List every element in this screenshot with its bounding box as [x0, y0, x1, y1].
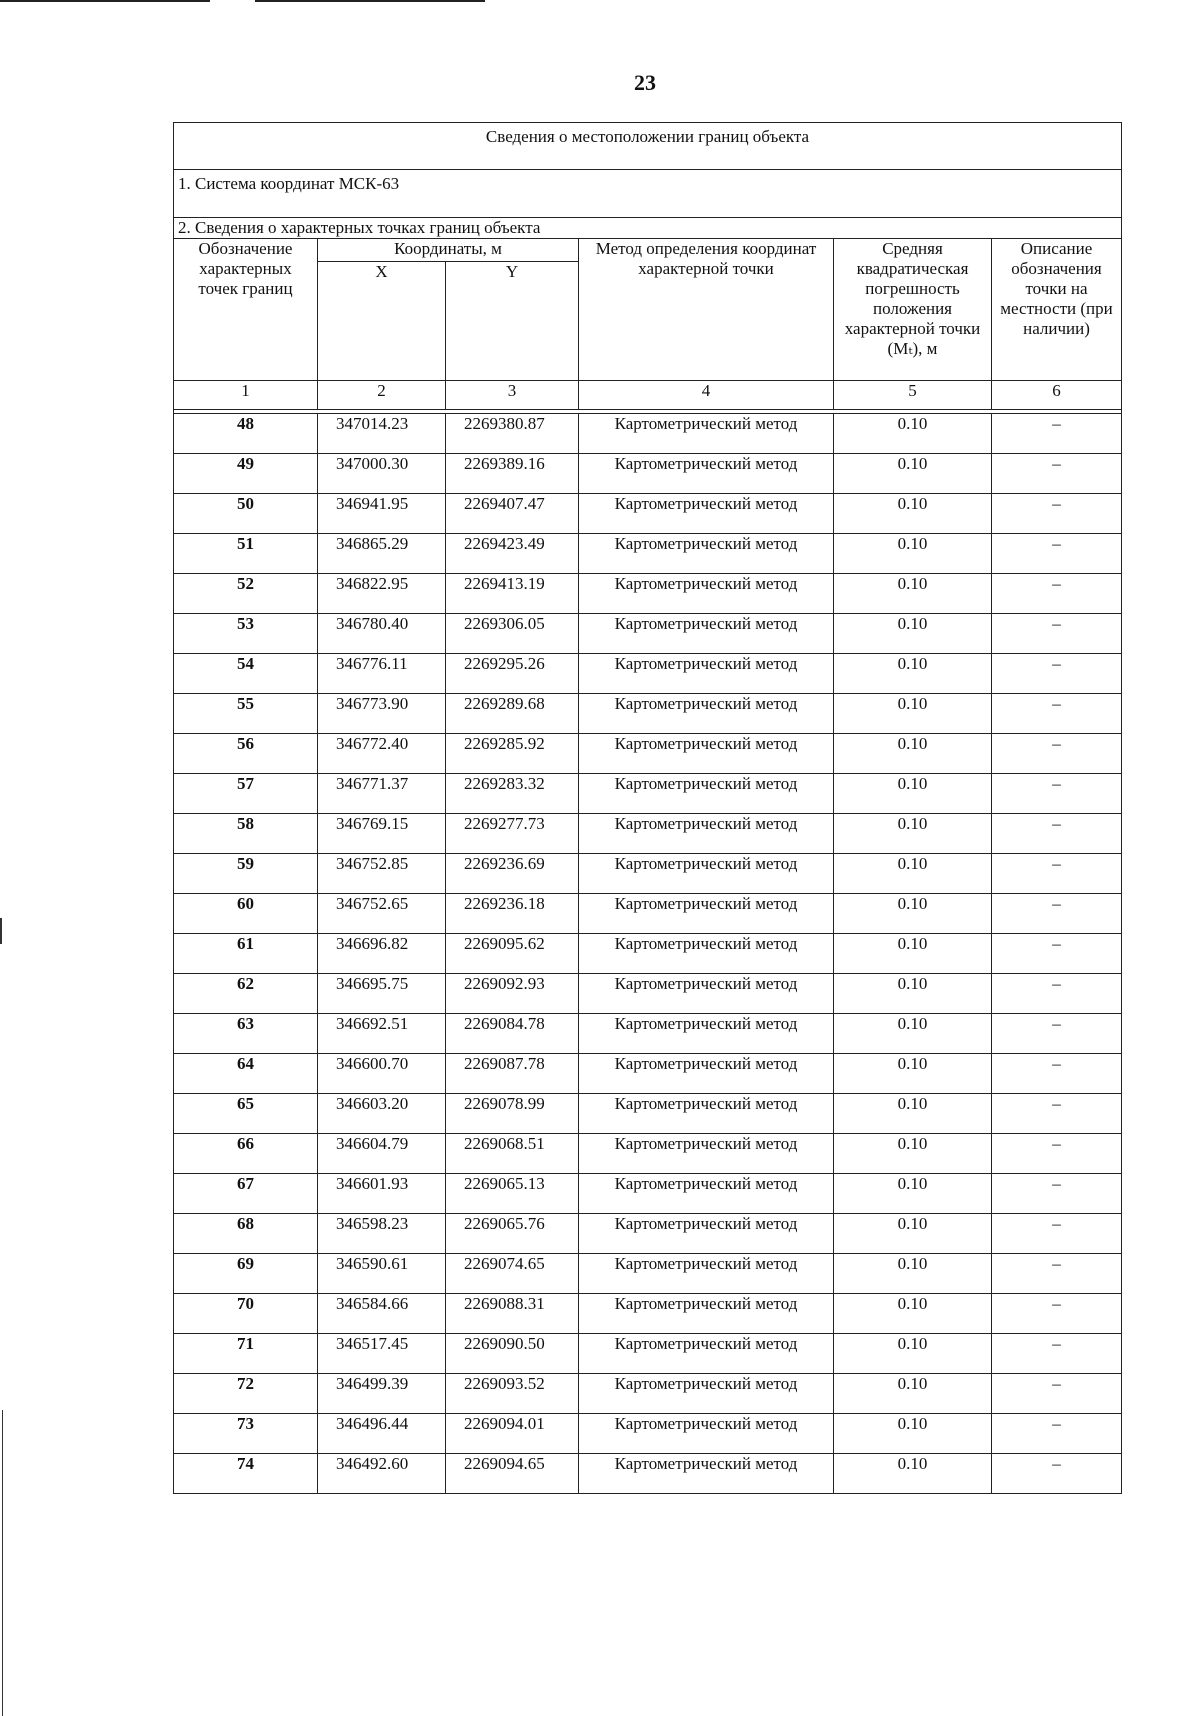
description-cell: –	[992, 734, 1122, 774]
description-cell: –	[992, 1094, 1122, 1134]
y-coordinate-cell: 2269277.73	[446, 814, 579, 854]
method-cell: Картометрический метод	[579, 1254, 834, 1294]
point-number-cell: 62	[174, 974, 318, 1014]
method-cell: Картометрический метод	[579, 734, 834, 774]
method-cell: Картометрический метод	[579, 1294, 834, 1334]
y-coordinate-cell: 2269306.05	[446, 614, 579, 654]
x-coordinate-cell: 346773.90	[318, 694, 446, 734]
description-cell: –	[992, 1054, 1122, 1094]
column-number: 4	[579, 381, 834, 410]
y-coordinate-cell: 2269285.92	[446, 734, 579, 774]
error-cell: 0.10	[834, 454, 992, 494]
description-cell: –	[992, 454, 1122, 494]
x-coordinate-cell: 346517.45	[318, 1334, 446, 1374]
table-row	[174, 1454, 1122, 1494]
method-cell: Картометрический метод	[579, 1094, 834, 1134]
point-number-cell: 68	[174, 1214, 318, 1254]
table-row	[174, 1054, 1122, 1094]
table-row	[174, 1174, 1122, 1214]
description-cell: –	[992, 614, 1122, 654]
y-coordinate-cell: 2269092.93	[446, 974, 579, 1014]
x-coordinate-cell: 346604.79	[318, 1134, 446, 1174]
point-number-cell: 51	[174, 534, 318, 574]
table-row	[174, 1134, 1122, 1174]
x-coordinate-cell: 346780.40	[318, 614, 446, 654]
description-cell: –	[992, 654, 1122, 694]
description-cell: –	[992, 1134, 1122, 1174]
point-number-cell: 58	[174, 814, 318, 854]
point-number-cell: 66	[174, 1134, 318, 1174]
y-coordinate-cell: 2269087.78	[446, 1054, 579, 1094]
table-row	[174, 734, 1122, 774]
point-number-cell: 59	[174, 854, 318, 894]
x-coordinate-cell: 346696.82	[318, 934, 446, 974]
boundary-points-table	[173, 122, 1122, 1494]
error-cell: 0.10	[834, 854, 992, 894]
y-coordinate-cell: 2269236.69	[446, 854, 579, 894]
error-cell: 0.10	[834, 1014, 992, 1054]
error-cell: 0.10	[834, 1454, 992, 1494]
error-cell: 0.10	[834, 1374, 992, 1414]
point-number-cell: 74	[174, 1454, 318, 1494]
point-number-cell: 69	[174, 1254, 318, 1294]
description-cell: –	[992, 694, 1122, 734]
description-cell: –	[992, 494, 1122, 534]
method-cell: Картометрический метод	[579, 654, 834, 694]
y-coordinate-cell: 2269065.76	[446, 1214, 579, 1254]
table-title-row	[174, 123, 1122, 170]
header-point-designation: Обозначение характерных точек границ	[174, 239, 318, 381]
table-row	[174, 1254, 1122, 1294]
y-coordinate-cell: 2269380.87	[446, 414, 579, 454]
description-cell: –	[992, 1454, 1122, 1494]
y-coordinate-cell: 2269068.51	[446, 1134, 579, 1174]
table-title: Сведения о местоположении границ объекта	[174, 123, 1122, 170]
method-cell: Картометрический метод	[579, 1374, 834, 1414]
method-cell: Картометрический метод	[579, 1334, 834, 1374]
y-coordinate-cell: 2269065.13	[446, 1174, 579, 1214]
table-row	[174, 1334, 1122, 1374]
point-number-cell: 54	[174, 654, 318, 694]
method-cell: Картометрический метод	[579, 694, 834, 734]
header-error: Средняя квадратическая погрешность положения характерной точки (Mₜ), м	[834, 239, 992, 381]
method-cell: Картометрический метод	[579, 1054, 834, 1094]
x-coordinate-cell: 346584.66	[318, 1294, 446, 1334]
y-coordinate-cell: 2269078.99	[446, 1094, 579, 1134]
method-cell: Картометрический метод	[579, 974, 834, 1014]
error-cell: 0.10	[834, 974, 992, 1014]
error-cell: 0.10	[834, 1174, 992, 1214]
point-number-cell: 67	[174, 1174, 318, 1214]
header-row-1	[174, 239, 1122, 262]
point-number-cell: 71	[174, 1334, 318, 1374]
header-x: X	[318, 262, 446, 381]
table-row	[174, 1094, 1122, 1134]
table-row	[174, 614, 1122, 654]
method-cell: Картометрический метод	[579, 934, 834, 974]
x-coordinate-cell: 346601.93	[318, 1174, 446, 1214]
x-coordinate-cell: 346499.39	[318, 1374, 446, 1414]
description-cell: –	[992, 534, 1122, 574]
scan-top-rule	[255, 0, 485, 2]
method-cell: Картометрический метод	[579, 1134, 834, 1174]
method-cell: Картометрический метод	[579, 574, 834, 614]
y-coordinate-cell: 2269289.68	[446, 694, 579, 734]
point-number-cell: 50	[174, 494, 318, 534]
error-cell: 0.10	[834, 1134, 992, 1174]
point-number-cell: 70	[174, 1294, 318, 1334]
y-coordinate-cell: 2269413.19	[446, 574, 579, 614]
scan-top-rule	[0, 0, 210, 2]
method-cell: Картометрический метод	[579, 1414, 834, 1454]
y-coordinate-cell: 2269236.18	[446, 894, 579, 934]
method-cell: Картометрический метод	[579, 1174, 834, 1214]
method-cell: Картометрический метод	[579, 414, 834, 454]
section-2-row	[174, 218, 1122, 239]
description-cell: –	[992, 1334, 1122, 1374]
column-number: 2	[318, 381, 446, 410]
table-row	[174, 454, 1122, 494]
y-coordinate-cell: 2269090.50	[446, 1334, 579, 1374]
x-coordinate-cell: 346492.60	[318, 1454, 446, 1494]
x-coordinate-cell: 346941.95	[318, 494, 446, 534]
x-coordinate-cell: 346695.75	[318, 974, 446, 1014]
column-numbers-row	[174, 381, 1122, 410]
error-cell: 0.10	[834, 1414, 992, 1454]
point-number-cell: 53	[174, 614, 318, 654]
page-number: 23	[634, 70, 656, 95]
table-row	[174, 494, 1122, 534]
x-coordinate-cell: 346590.61	[318, 1254, 446, 1294]
table-row	[174, 894, 1122, 934]
error-cell: 0.10	[834, 1334, 992, 1374]
error-cell: 0.10	[834, 1054, 992, 1094]
point-number-cell: 63	[174, 1014, 318, 1054]
y-coordinate-cell: 2269094.01	[446, 1414, 579, 1454]
y-coordinate-cell: 2269283.32	[446, 774, 579, 814]
x-coordinate-cell: 347014.23	[318, 414, 446, 454]
error-cell: 0.10	[834, 934, 992, 974]
method-cell: Картометрический метод	[579, 454, 834, 494]
scan-margin-mark	[0, 918, 2, 944]
x-coordinate-cell: 346822.95	[318, 574, 446, 614]
x-coordinate-cell: 346865.29	[318, 534, 446, 574]
method-cell: Картометрический метод	[579, 1214, 834, 1254]
x-coordinate-cell: 346776.11	[318, 654, 446, 694]
y-coordinate-cell: 2269084.78	[446, 1014, 579, 1054]
error-cell: 0.10	[834, 774, 992, 814]
table-row	[174, 934, 1122, 974]
error-cell: 0.10	[834, 414, 992, 454]
x-coordinate-cell: 346752.65	[318, 894, 446, 934]
description-cell: –	[992, 1174, 1122, 1214]
point-number-cell: 55	[174, 694, 318, 734]
description-cell: –	[992, 894, 1122, 934]
error-cell: 0.10	[834, 734, 992, 774]
table-row	[174, 1414, 1122, 1454]
description-cell: –	[992, 974, 1122, 1014]
point-number-cell: 48	[174, 414, 318, 454]
description-cell: –	[992, 1294, 1122, 1334]
y-coordinate-cell: 2269389.16	[446, 454, 579, 494]
x-coordinate-cell: 346603.20	[318, 1094, 446, 1134]
method-cell: Картометрический метод	[579, 494, 834, 534]
x-coordinate-cell: 346752.85	[318, 854, 446, 894]
point-number-cell: 65	[174, 1094, 318, 1134]
x-coordinate-cell: 346598.23	[318, 1214, 446, 1254]
error-cell: 0.10	[834, 534, 992, 574]
header-coordinates: Координаты, м	[318, 239, 579, 262]
section-1-row	[174, 170, 1122, 218]
x-coordinate-cell: 346772.40	[318, 734, 446, 774]
table-row	[174, 854, 1122, 894]
column-number: 5	[834, 381, 992, 410]
error-cell: 0.10	[834, 814, 992, 854]
scan-margin-mark	[2, 1410, 3, 1716]
description-cell: –	[992, 1214, 1122, 1254]
description-cell: –	[992, 774, 1122, 814]
point-number-cell: 72	[174, 1374, 318, 1414]
header-y: Y	[446, 262, 579, 381]
error-cell: 0.10	[834, 694, 992, 734]
error-cell: 0.10	[834, 494, 992, 534]
header-method: Метод определения координат характерной точки	[579, 239, 834, 381]
error-cell: 0.10	[834, 1254, 992, 1294]
point-number-cell: 60	[174, 894, 318, 934]
description-cell: –	[992, 1374, 1122, 1414]
point-number-cell: 57	[174, 774, 318, 814]
table-row	[174, 1294, 1122, 1334]
table-row	[174, 534, 1122, 574]
error-cell: 0.10	[834, 894, 992, 934]
header-description: Описание обозначения точки на местности (при наличии)	[992, 239, 1122, 381]
error-cell: 0.10	[834, 574, 992, 614]
y-coordinate-cell: 2269074.65	[446, 1254, 579, 1294]
method-cell: Картометрический метод	[579, 1014, 834, 1054]
description-cell: –	[992, 1414, 1122, 1454]
description-cell: –	[992, 1014, 1122, 1054]
table-row	[174, 574, 1122, 614]
y-coordinate-cell: 2269088.31	[446, 1294, 579, 1334]
table-row	[174, 1014, 1122, 1054]
table-row	[174, 1214, 1122, 1254]
x-coordinate-cell: 346600.70	[318, 1054, 446, 1094]
table-row	[174, 414, 1122, 454]
method-cell: Картометрический метод	[579, 854, 834, 894]
x-coordinate-cell: 347000.30	[318, 454, 446, 494]
point-number-cell: 73	[174, 1414, 318, 1454]
point-number-cell: 61	[174, 934, 318, 974]
coordinate-system-label: 1. Система координат МСК-63	[174, 170, 1122, 218]
x-coordinate-cell: 346496.44	[318, 1414, 446, 1454]
method-cell: Картометрический метод	[579, 774, 834, 814]
column-number: 6	[992, 381, 1122, 410]
y-coordinate-cell: 2269407.47	[446, 494, 579, 534]
y-coordinate-cell: 2269094.65	[446, 1454, 579, 1494]
description-cell: –	[992, 414, 1122, 454]
x-coordinate-cell: 346771.37	[318, 774, 446, 814]
table-row	[174, 654, 1122, 694]
error-cell: 0.10	[834, 1094, 992, 1134]
method-cell: Картометрический метод	[579, 534, 834, 574]
point-number-cell: 56	[174, 734, 318, 774]
method-cell: Картометрический метод	[579, 614, 834, 654]
column-number: 1	[174, 381, 318, 410]
description-cell: –	[992, 574, 1122, 614]
y-coordinate-cell: 2269295.26	[446, 654, 579, 694]
description-cell: –	[992, 854, 1122, 894]
x-coordinate-cell: 346769.15	[318, 814, 446, 854]
point-number-cell: 64	[174, 1054, 318, 1094]
table-row	[174, 1374, 1122, 1414]
column-number: 3	[446, 381, 579, 410]
table-row	[174, 774, 1122, 814]
error-cell: 0.10	[834, 1214, 992, 1254]
description-cell: –	[992, 934, 1122, 974]
description-cell: –	[992, 814, 1122, 854]
table-row	[174, 694, 1122, 734]
error-cell: 0.10	[834, 1294, 992, 1334]
table-row	[174, 814, 1122, 854]
y-coordinate-cell: 2269093.52	[446, 1374, 579, 1414]
x-coordinate-cell: 346692.51	[318, 1014, 446, 1054]
method-cell: Картометрический метод	[579, 894, 834, 934]
table-row	[174, 974, 1122, 1014]
method-cell: Картометрический метод	[579, 814, 834, 854]
section-2-label: 2. Сведения о характерных точках границ объекта	[174, 218, 1122, 239]
point-number-cell: 52	[174, 574, 318, 614]
point-number-cell: 49	[174, 454, 318, 494]
error-cell: 0.10	[834, 654, 992, 694]
method-cell: Картометрический метод	[579, 1454, 834, 1494]
error-cell: 0.10	[834, 614, 992, 654]
description-cell: –	[992, 1254, 1122, 1294]
y-coordinate-cell: 2269095.62	[446, 934, 579, 974]
y-coordinate-cell: 2269423.49	[446, 534, 579, 574]
